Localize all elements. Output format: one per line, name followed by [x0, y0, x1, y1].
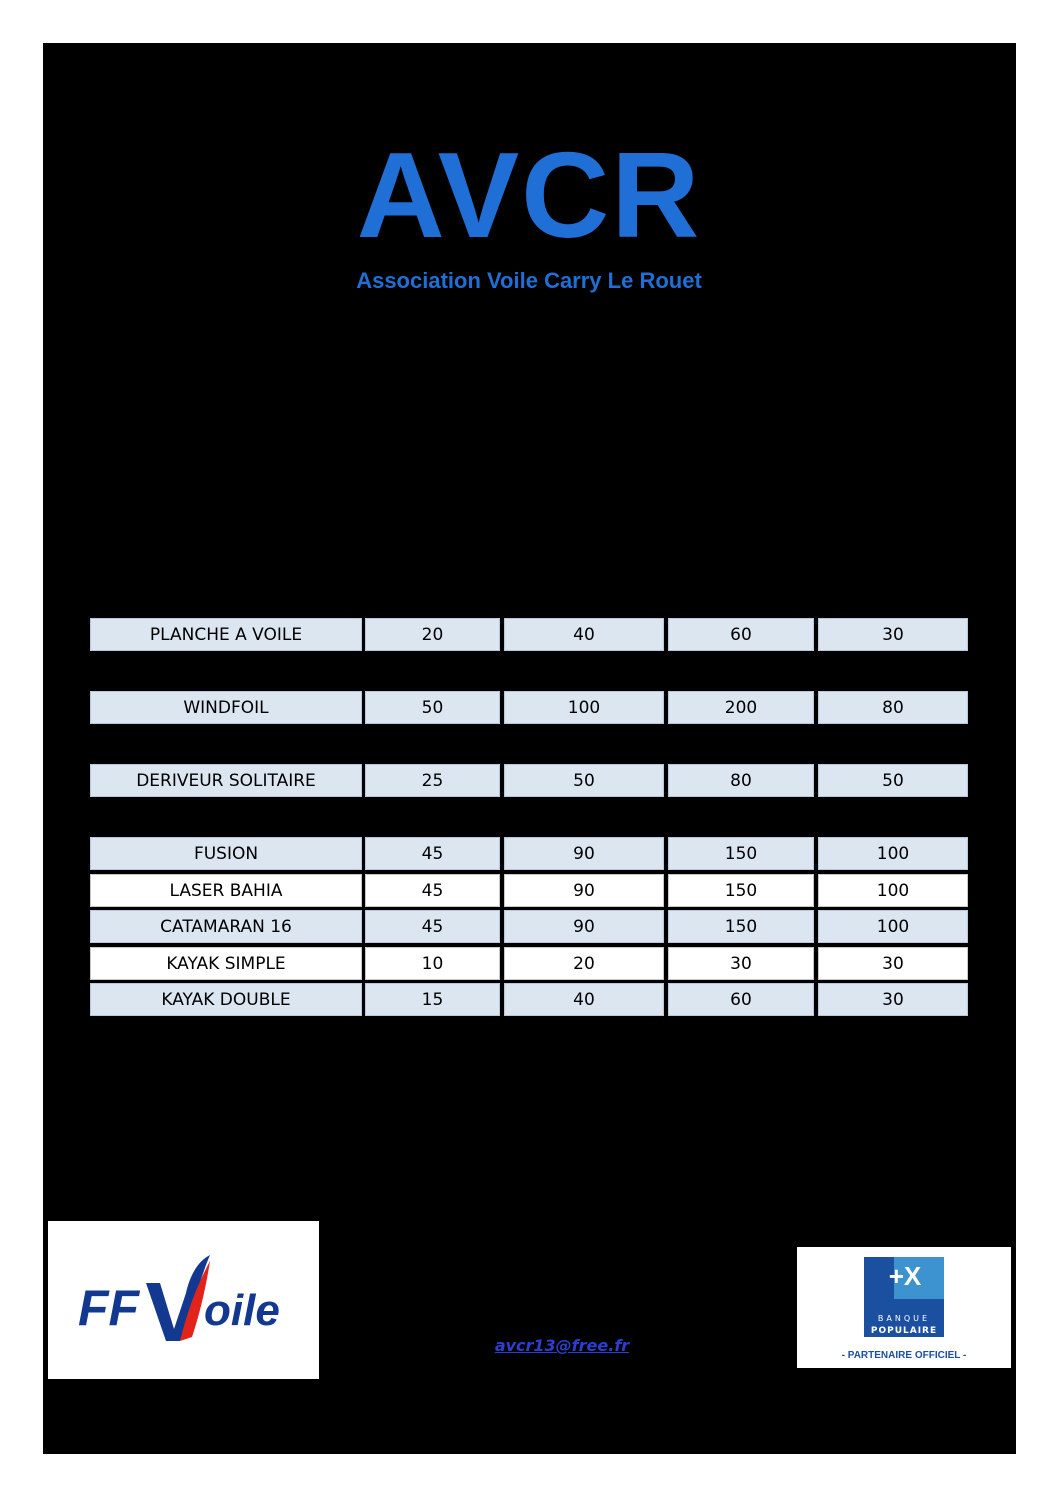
rate-cell: 60: [668, 618, 814, 651]
rate-cell: 45: [365, 910, 500, 943]
rate-cell: 80: [818, 691, 968, 724]
equipment-name-cell: DERIVEUR SOLITAIRE: [90, 764, 362, 797]
email-link[interactable]: avcr13@free.fr: [494, 1336, 630, 1355]
rate-cell: 50: [504, 764, 664, 797]
rate-cell: 40: [504, 983, 664, 1016]
rate-cell: 20: [504, 947, 664, 980]
ffvoile-oile-text: oile: [204, 1286, 280, 1335]
rate-cell: 80: [668, 764, 814, 797]
rate-cell: 40: [504, 618, 664, 651]
rate-cell: 30: [818, 947, 968, 980]
rate-cell: 60: [668, 983, 814, 1016]
equipment-name-cell: KAYAK DOUBLE: [90, 983, 362, 1016]
rate-cell: 25: [365, 764, 500, 797]
ffvoile-logo: [48, 1221, 319, 1379]
ffvoile-ff-text: FF: [78, 1280, 140, 1336]
rate-cell: 45: [365, 874, 500, 907]
equipment-name-cell: FUSION: [90, 837, 362, 870]
rate-cell: 90: [504, 837, 664, 870]
equipment-name-cell: CATAMARAN 16: [90, 910, 362, 943]
rate-cell: 15: [365, 983, 500, 1016]
equipment-name-cell: WINDFOIL: [90, 691, 362, 724]
bp-plus-x-icon: +X: [888, 1261, 922, 1291]
bp-partner-text: - PARTENAIRE OFFICIEL -: [841, 1350, 967, 1361]
rate-cell: 10: [365, 947, 500, 980]
rate-cell: 200: [668, 691, 814, 724]
rate-cell: 30: [818, 983, 968, 1016]
rate-cell: 50: [818, 764, 968, 797]
rate-cell: 30: [818, 618, 968, 651]
rate-cell: 100: [818, 837, 968, 870]
bp-populaire-text: POPULAIRE: [870, 1326, 938, 1336]
rate-cell: 90: [504, 910, 664, 943]
rate-cell: 100: [818, 910, 968, 943]
rate-cell: 30: [668, 947, 814, 980]
rate-cell: 20: [365, 618, 500, 651]
rate-cell: 150: [668, 874, 814, 907]
rate-cell: 50: [365, 691, 500, 724]
rate-cell: 150: [668, 837, 814, 870]
equipment-name-cell: PLANCHE A VOILE: [90, 618, 362, 651]
ffvoile-logo-graphic: [48, 1221, 319, 1379]
bp-banque-text: BANQUE: [877, 1314, 931, 1323]
rate-cell: 150: [668, 910, 814, 943]
equipment-name-cell: LASER BAHIA: [90, 874, 362, 907]
avcr-logo-subtitle: Association Voile Carry Le Rouet: [356, 268, 702, 293]
rate-cell: 90: [504, 874, 664, 907]
avcr-logo-title: AVCR: [356, 127, 702, 263]
rate-cell: 100: [818, 874, 968, 907]
equipment-name-cell: KAYAK SIMPLE: [90, 947, 362, 980]
rate-cell: 100: [504, 691, 664, 724]
rate-cell: 45: [365, 837, 500, 870]
